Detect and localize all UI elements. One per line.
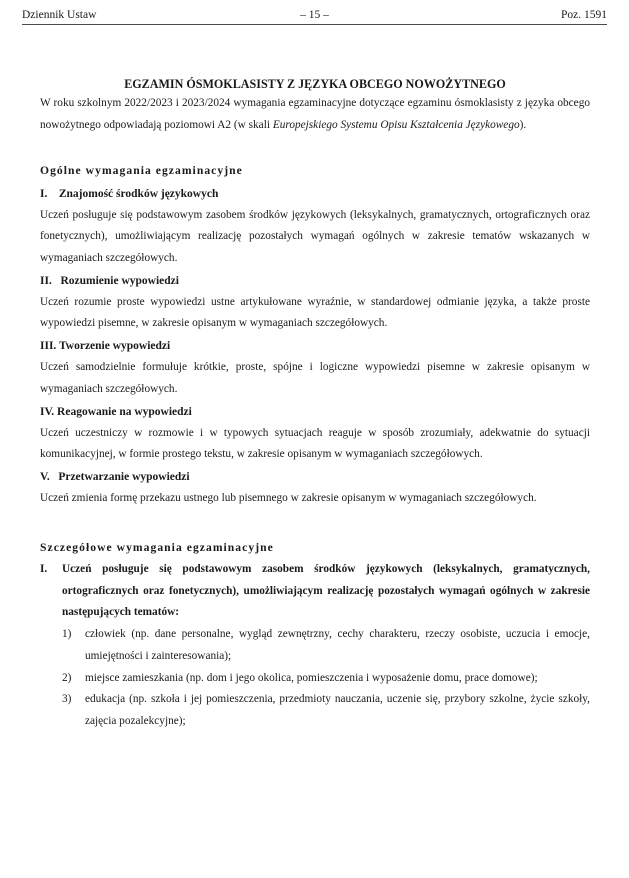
general-requirements-heading: Ogólne wymagania egzaminacyjne [40, 164, 243, 178]
detailed-item-1-marker: I. [40, 563, 48, 576]
detailed-subtopic-list [40, 624, 590, 732]
detailed-item-1-text: Uczeń posługuje się podstawowym zasobem środków językowych (leksykalnych, gramatycznych, ortograficznych oraz fonetycznych), umożliwiającym realizację pozostałych wymagań ogólnych w zakresie następujących tematów: [62, 563, 590, 619]
intro-paragraph [40, 93, 590, 136]
general-item-5-body: Uczeń zmienia formę przekazu ustnego lub pisemnego w zakresie opisanym w wymaganiach szczegółowych. [40, 492, 537, 505]
page-title: EGZAMIN ÓSMOKLASISTY Z JĘZYKA OBCEGO NOWOŻYTNEGO [124, 77, 506, 91]
list-item-text: edukacja (np. szkoła i jej pomieszczenia, przedmioty nauczania, uczenie się, przybory szkolne, życie szkoły, zajęcia pozalekcyjne); [85, 693, 590, 727]
list-item [40, 668, 590, 690]
general-item-2-heading: II. Rozumienie wypowiedzi [40, 274, 179, 287]
list-item-text: człowiek (np. dane personalne, wygląd zewnętrzny, cechy charakteru, rzeczy osobiste, uczucia i emocje, umiejętności i zainteresowania); [85, 628, 590, 662]
document-body [40, 62, 590, 733]
page-header [22, 8, 607, 25]
general-item-4-body: Uczeń uczestniczy w rozmowie i w typowych sytuacjach reaguje w sposób zrozumiały, adekwatnie do sytuacji komunikacyjnej, w formie prostego tekstu, w zakresie opisanym w wymaganiach szczegółowych. [40, 426, 590, 461]
list-item-marker: 1) [62, 628, 72, 641]
list-item-marker: 2) [62, 671, 72, 684]
list-item [40, 624, 590, 667]
intro-text-before: W roku szkolnym 2022/2023 i 2023/2024 wymagania egzaminacyjne dotyczące egzaminu ósmoklasisty z języka obcego nowożytnego odpowiadają poziomowi A2 (w skali [40, 96, 590, 131]
list-item-marker: 3) [62, 693, 72, 706]
list-item [40, 689, 590, 732]
general-item-1-body: Uczeń posługuje się podstawowym zasobem środków językowych (leksykalnych, gramatycznych, ortograficznych oraz fonetycznych), umożliwiającym realizację pozostałych wymagań ogólnych w zakresie tematów wskazanych w wymaganiach szczegółowych. [40, 208, 590, 264]
header-position-number: Poz. 1591 [561, 9, 607, 21]
general-item-5-heading: V. Przetwarzanie wypowiedzi [40, 471, 190, 484]
general-item-3-heading: III. Tworzenie wypowiedzi [40, 340, 171, 353]
intro-text-after: ). [519, 118, 527, 131]
general-item-2-body: Uczeń rozumie proste wypowiedzi ustne artykułowane wyraźnie, w standardowej odmianie języka, a także proste wypowiedzi pisemne, w zakresie opisanym w wymaganiach szczegółowych. [40, 295, 590, 330]
header-page-number: – 15 – [300, 9, 329, 21]
general-item-3-body: Uczeń samodzielnie formułuje krótkie, proste, spójne i logiczne wypowiedzi pisemne w zakresie opisanym w wymaganiach szczegółowych. [40, 361, 590, 395]
intro-italic-framework-name: Europejskiego Systemu Opisu Kształcenia Językowego [272, 118, 520, 131]
list-item-text: miejsce zamieszkania (np. dom i jego okolica, pomieszczenia i wyposażenie domu, prace domowe); [85, 671, 538, 684]
detailed-item-1 [40, 559, 590, 624]
general-item-4-heading: IV. Reagowanie na wypowiedzi [40, 405, 192, 418]
header-publication-name: Dziennik Ustaw [22, 9, 97, 21]
detailed-requirements-heading: Szczegółowe wymagania egzaminacyjne [40, 540, 274, 554]
general-item-1-heading: I. Znajomość środków językowych [40, 187, 219, 200]
